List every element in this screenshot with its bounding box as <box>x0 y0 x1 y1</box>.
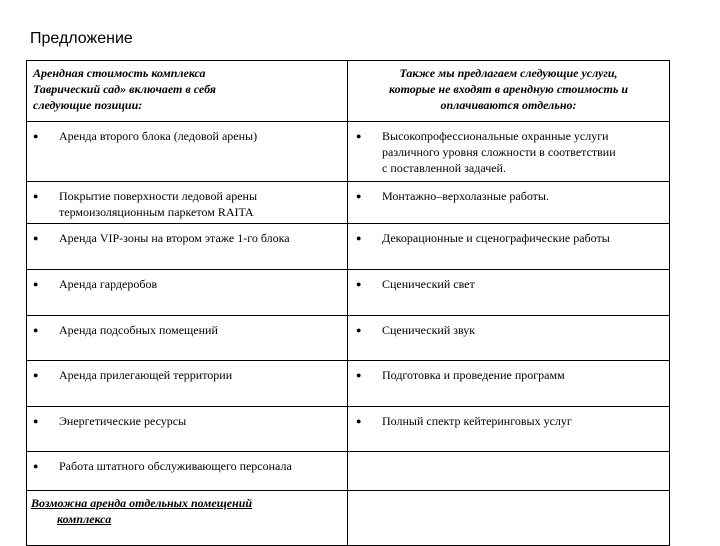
list-item <box>27 361 347 383</box>
footer-cell <box>27 491 348 546</box>
list-item-line: Монтажно–верхолазные работы. <box>382 189 549 203</box>
table-row <box>27 452 670 491</box>
list-item-line: Подготовка и проведение программ <box>382 368 565 382</box>
header-right-text <box>348 61 669 117</box>
list-item-text <box>382 367 663 383</box>
list-item-line: Сценический свет <box>382 277 475 291</box>
bullet-icon: ● <box>356 131 362 141</box>
list-item-line: Высокопрофессиональные охранные услуги <box>382 129 609 143</box>
list-item-text <box>382 188 663 204</box>
left-cell <box>27 361 348 407</box>
left-cell <box>27 316 348 361</box>
left-cell <box>27 182 348 224</box>
offer-table <box>26 60 670 546</box>
footer-empty-cell <box>348 491 670 546</box>
list-item <box>27 122 347 144</box>
list-item-line: Покрытие поверхности ледовой арены <box>59 189 258 203</box>
list-item <box>348 224 669 246</box>
header-left-text <box>27 61 347 117</box>
list-item-line: Аренда VIP-зоны на втором этаже 1-го блока <box>59 231 290 245</box>
bullet-icon: ● <box>33 370 39 380</box>
bullet-icon: ● <box>356 370 362 380</box>
right-cell <box>348 361 670 407</box>
bullet-icon: ● <box>33 279 39 289</box>
list-item <box>348 316 669 338</box>
list-item <box>27 316 347 338</box>
list-item-line: Аренда второго блока (ледовой арены) <box>59 129 258 143</box>
header-right-cell <box>348 61 670 122</box>
list-item <box>27 224 347 246</box>
list-item-text <box>59 128 341 144</box>
list-item-text <box>382 413 663 429</box>
header-right-line: Также мы предлагаем следующие услуги, <box>399 66 618 80</box>
list-item-line: различного уровня сложности в соответствии <box>382 145 616 159</box>
list-item <box>27 452 347 474</box>
bullet-icon: ● <box>356 233 362 243</box>
page-title: Предложение <box>30 30 133 47</box>
right-cell <box>348 182 670 224</box>
left-cell <box>27 452 348 491</box>
right-cell <box>348 122 670 182</box>
table-header-row <box>27 61 670 122</box>
table-row <box>27 122 670 182</box>
header-left-cell <box>27 61 348 122</box>
bullet-icon: ● <box>33 461 39 471</box>
bullet-icon: ● <box>33 131 39 141</box>
list-item-line: Работа штатного обслуживающего персонала <box>59 459 292 473</box>
table-row <box>27 407 670 452</box>
list-item-text <box>59 458 341 474</box>
list-item-text <box>382 230 663 246</box>
list-item-line: Декорационные и сценографические работы <box>382 231 610 245</box>
list-item-text <box>382 322 663 338</box>
bullet-icon: ● <box>356 191 362 201</box>
bullet-icon: ● <box>356 279 362 289</box>
list-item-line: Аренда подсобных помещений <box>59 323 218 337</box>
list-item <box>27 407 347 429</box>
table-row <box>27 270 670 316</box>
list-item-line: с поставленной задачей. <box>382 161 506 175</box>
list-item-line: термоизоляционным паркетом RAITA <box>59 205 254 219</box>
right-cell <box>348 316 670 361</box>
right-cell <box>348 452 670 491</box>
list-item-line: Сценический звук <box>382 323 476 337</box>
list-item-text <box>59 413 341 429</box>
left-cell <box>27 407 348 452</box>
list-item-line: Аренда гардеробов <box>59 277 158 291</box>
table-row <box>27 316 670 361</box>
footer-note <box>27 491 347 531</box>
list-item <box>27 182 347 220</box>
list-item-text <box>59 230 341 246</box>
table-row <box>27 224 670 270</box>
right-cell <box>348 224 670 270</box>
list-item-line: Полный спектр кейтеринговых услуг <box>382 414 572 428</box>
right-cell <box>348 270 670 316</box>
left-cell <box>27 122 348 182</box>
bullet-icon: ● <box>33 233 39 243</box>
bullet-icon: ● <box>33 416 39 426</box>
left-cell <box>27 270 348 316</box>
list-item <box>27 270 347 292</box>
footer-line: комплекса <box>57 512 112 526</box>
list-item-line: Аренда прилегающей территории <box>59 368 233 382</box>
list-item-line: Энергетические ресурсы <box>59 414 187 428</box>
right-cell <box>348 407 670 452</box>
list-item-text <box>59 367 341 383</box>
list-item-text <box>59 188 341 220</box>
list-item-text <box>382 128 663 176</box>
list-item <box>348 407 669 429</box>
list-item <box>348 182 669 204</box>
table-row <box>27 182 670 224</box>
header-right-line: которые не входят в арендную стоимость и <box>388 82 629 96</box>
header-left-line: Арендная стоимость комплекса <box>33 66 206 80</box>
bullet-icon: ● <box>33 325 39 335</box>
list-item-text <box>59 322 341 338</box>
footer-row <box>27 491 670 546</box>
header-left-line: следующие позиции: <box>33 98 143 112</box>
header-left-line: Таврический сад» включает в себя <box>33 82 216 96</box>
table-row <box>27 361 670 407</box>
bullet-icon: ● <box>33 191 39 201</box>
footer-line: Возможна аренда отдельных помещений <box>31 496 253 510</box>
header-right-line: оплачиваются отдельно: <box>440 98 577 112</box>
left-cell <box>27 224 348 270</box>
list-item <box>348 361 669 383</box>
list-item-text <box>59 276 341 292</box>
list-item <box>348 122 669 176</box>
bullet-icon: ● <box>356 325 362 335</box>
list-item <box>348 270 669 292</box>
bullet-icon: ● <box>356 416 362 426</box>
list-item-text <box>382 276 663 292</box>
